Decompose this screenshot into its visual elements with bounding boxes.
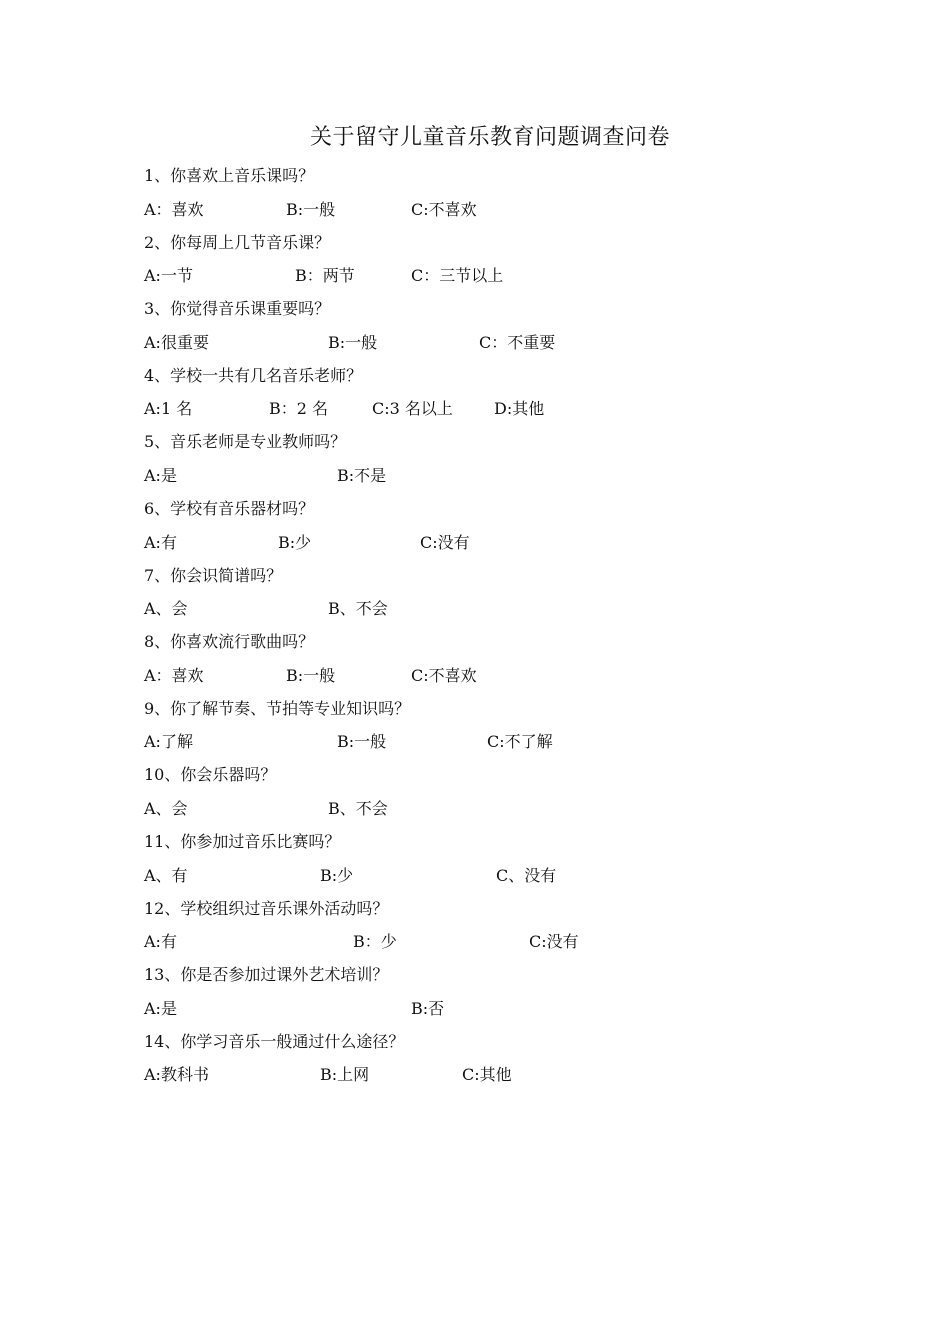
question-2: 2、你每周上几节音乐课？ bbox=[144, 233, 331, 252]
q12-option-b: B：少 bbox=[353, 932, 397, 951]
q8-option-a: A：喜欢 bbox=[144, 666, 204, 685]
q11-option-a: A、有 bbox=[144, 866, 188, 885]
q2-option-a: A:一节 bbox=[144, 266, 193, 285]
q12-option-c: C:没有 bbox=[529, 932, 579, 951]
q4-option-d: D:其他 bbox=[494, 399, 545, 418]
q4-option-a: A:1 名 bbox=[144, 399, 193, 418]
q8-option-b: B:一般 bbox=[286, 666, 336, 685]
q4-option-c: C:3 名以上 bbox=[372, 399, 453, 418]
q14-option-b: B:上网 bbox=[320, 1065, 370, 1084]
q9-option-a: A:了解 bbox=[144, 732, 193, 751]
q12-option-a: A:有 bbox=[144, 932, 177, 951]
q2-option-c: C：三节以上 bbox=[411, 266, 504, 285]
q11-option-c: C、没有 bbox=[496, 866, 557, 885]
question-9: 9、你了解节奏、节拍等专业知识吗？ bbox=[144, 699, 411, 718]
q7-option-a: A、会 bbox=[144, 599, 188, 618]
q7-option-b: B、不会 bbox=[328, 599, 388, 618]
question-8: 8、你喜欢流行歌曲吗？ bbox=[144, 632, 315, 651]
q10-option-b: B、不会 bbox=[328, 799, 388, 818]
q13-option-b: B:否 bbox=[411, 999, 445, 1018]
question-7: 7、你会识简谱吗？ bbox=[144, 566, 283, 585]
q1-option-c: C:不喜欢 bbox=[411, 200, 477, 219]
survey-title: 关于留守儿童音乐教育问题调查问卷 bbox=[309, 125, 670, 150]
q8-option-c: C:不喜欢 bbox=[411, 666, 477, 685]
question-14: 14、你学习音乐一般通过什么途径？ bbox=[144, 1032, 405, 1051]
q5-option-b: B:不是 bbox=[337, 466, 387, 485]
q1-option-b: B:一般 bbox=[286, 200, 336, 219]
q2-option-b: B：两节 bbox=[295, 266, 355, 285]
question-1: 1、你喜欢上音乐课吗？ bbox=[144, 166, 315, 185]
question-11: 11、你参加过音乐比赛吗？ bbox=[144, 832, 341, 851]
q6-option-c: C:没有 bbox=[420, 533, 470, 552]
q3-option-a: A:很重要 bbox=[144, 333, 209, 352]
q3-option-c: C：不重要 bbox=[479, 333, 556, 352]
question-10: 10、你会乐器吗？ bbox=[144, 765, 277, 784]
q9-option-b: B:一般 bbox=[337, 732, 387, 751]
q9-option-c: C:不了解 bbox=[487, 732, 553, 751]
question-5: 5、音乐老师是专业教师吗？ bbox=[144, 432, 347, 451]
question-3: 3、你觉得音乐课重要吗？ bbox=[144, 299, 331, 318]
question-6: 6、学校有音乐器材吗？ bbox=[144, 499, 315, 518]
question-12: 12、学校组织过音乐课外活动吗？ bbox=[144, 899, 389, 918]
q3-option-b: B:一般 bbox=[328, 333, 378, 352]
q14-option-a: A:教科书 bbox=[144, 1065, 209, 1084]
q4-option-b: B：2 名 bbox=[269, 399, 329, 418]
q14-option-c: C:其他 bbox=[462, 1065, 512, 1084]
q10-option-a: A、会 bbox=[144, 799, 188, 818]
q13-option-a: A:是 bbox=[144, 999, 177, 1018]
q6-option-a: A:有 bbox=[144, 533, 177, 552]
q6-option-b: B:少 bbox=[278, 533, 312, 552]
question-13: 13、你是否参加过课外艺术培训？ bbox=[144, 965, 389, 984]
q1-option-a: A：喜欢 bbox=[144, 200, 204, 219]
question-4: 4、学校一共有几名音乐老师？ bbox=[144, 366, 363, 385]
q11-option-b: B:少 bbox=[320, 866, 354, 885]
q5-option-a: A:是 bbox=[144, 466, 177, 485]
